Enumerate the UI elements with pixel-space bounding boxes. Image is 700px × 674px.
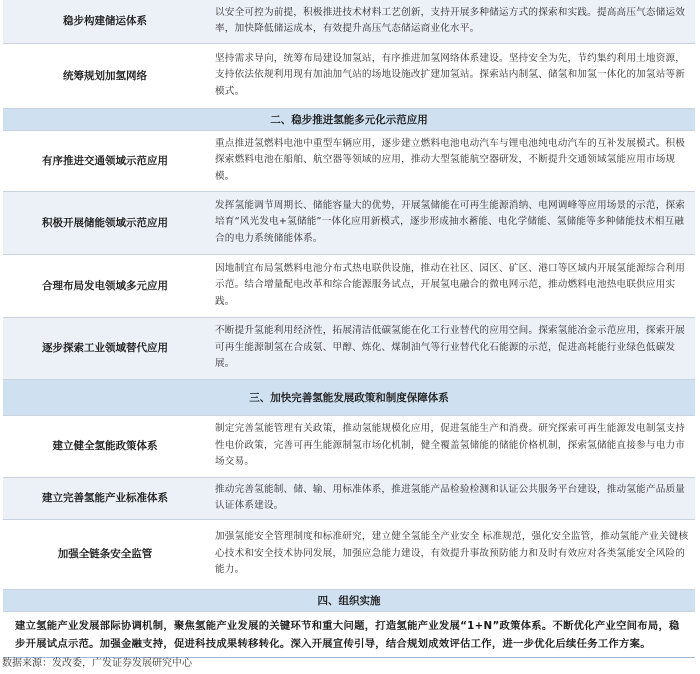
table-row: [3, 254, 695, 317]
table-row: [3, 519, 695, 589]
row-title: 建立完善氢能产业标准体系: [3, 477, 207, 519]
row-title: 有序推进交通领域示范应用: [3, 130, 207, 191]
row-title: 统筹规划加氢网络: [3, 43, 207, 108]
table-row: [3, 130, 695, 191]
row-description: 制定完善氢能管理有关政策，推动氢能规模化应用，促进氢能生产和消费。研究探索可再生能源发电制氢支持性电价政策，完善可再生能源制氢市场化机制，健全覆盖氢储能的储能价格机制，探索氢储能直接参与电力市场交易。: [207, 415, 695, 477]
row-description: 加强氢能安全管理制度和标准研究，建立健全氢能全产业安全 标准规范，强化安全监管，推动氢能产业关键核心技术和安全技术协同发展，加强应急能力建设，有效提升事故预防能力和及时有效应对各类氢能安全风险的能力。: [207, 519, 695, 589]
row-title: 加强全链条安全监管: [3, 519, 207, 589]
row-description: 以安全可控为前提，积极推进技术材料工艺创新，支持开展多种储运方式的探索和实践。提高高压气态储运效率，加快降低储运成本，有效提升高压气态储运商业化水平。: [207, 0, 695, 43]
row-description: 因地制宜布局氢燃料电池分布式热电联供设施，推动在社区、园区、矿区、港口等区域内开展氢能源综合利用示范。结合增量配电改革和综合能源服务试点，开展氢电融合的微电网示范，推动燃料电池热电联供应用实践。: [207, 254, 695, 317]
row-title: 稳步构建储运体系: [3, 0, 207, 43]
row-title: 建立健全氢能政策体系: [3, 415, 207, 477]
section-header-row: [3, 108, 695, 130]
row-description: 坚持需求导向，统筹布局建设加氢站，有序推进加氢网络体系建设。坚持安全为先，节约集约利用土地资源，支持依法依规利用现有加油加气站的场地设施改扩建加氢站。探索站内制氢、储氢和加氢一体化的加氢站等新模式。: [207, 43, 695, 108]
data-source-note: 数据来源：发改委，广发证券发展研究中心: [2, 658, 192, 669]
table-row: [3, 43, 695, 108]
section-title: 二、稳步推进氢能多元化示范应用: [3, 108, 695, 130]
section-title: 三、加快完善氢能发展政策和制度保障体系: [3, 379, 695, 415]
section-header-row: [3, 379, 695, 415]
row-title: 积极开展储能领域示范应用: [3, 191, 207, 254]
section-title: 四、组织实施: [3, 589, 695, 611]
row-description: 不断提升氢能利用经济性，拓展清洁低碳氢能在化工行业替代的应用空间。探索氢能冶金示范应用，探索开展可再生能源制氢在合成氨、甲醇、炼化、煤制油气等行业替代化石能源的示范，促进高耗能行业绿色低碳发展。: [207, 317, 695, 379]
row-description: 重点推进氢燃料电池中重型车辆应用，逐步建立燃料电池电动汽车与锂电池纯电动汽车的互补发展模式。积极探索燃料电池在船舶、航空器等领域的应用，推动大型氢能航空器研发，不断提升交通领域氢能应用市场规模。: [207, 130, 695, 191]
policy-table: [3, 0, 695, 658]
row-title: 合理布局发电领域多元应用: [3, 254, 207, 317]
table-row: [3, 477, 695, 519]
row-description: 推动完善氢能制、储、输、用标准体系，推进氢能产品检验检测和认证公共服务平台建设，推动氢能产品质量认证体系建设。: [207, 477, 695, 519]
summary-row: [3, 611, 695, 657]
row-title: 逐步探索工业领域替代应用: [3, 317, 207, 379]
row-description: 发挥氢能调节周期长、储能容量大的优势，开展氢储能在可再生能源消纳、电网调峰等应用场景的示范，探索培育“风光发电+氢储能”一体化应用新模式，逐步形成抽水蓄能、电化学储能、氢储能等多种储能技术相互融合的电力系统储能体系。: [207, 191, 695, 254]
table-row: [3, 317, 695, 379]
table-row: [3, 191, 695, 254]
table-row: [3, 0, 695, 43]
table-row: [3, 415, 695, 477]
section-header-row: [3, 589, 695, 611]
summary-text: 建立氢能产业发展部际协调机制，聚焦氢能产业发展的关键环节和重大问题，打造氢能产业发展“1+N”政策体系。不断优化产业空间布局，稳步开展试点示范。加强金融支持，促进科技成果转移转化。深入开展宣传引导，结合规划成效评估工作，进一步优化后续任务工作方案。: [3, 611, 695, 657]
